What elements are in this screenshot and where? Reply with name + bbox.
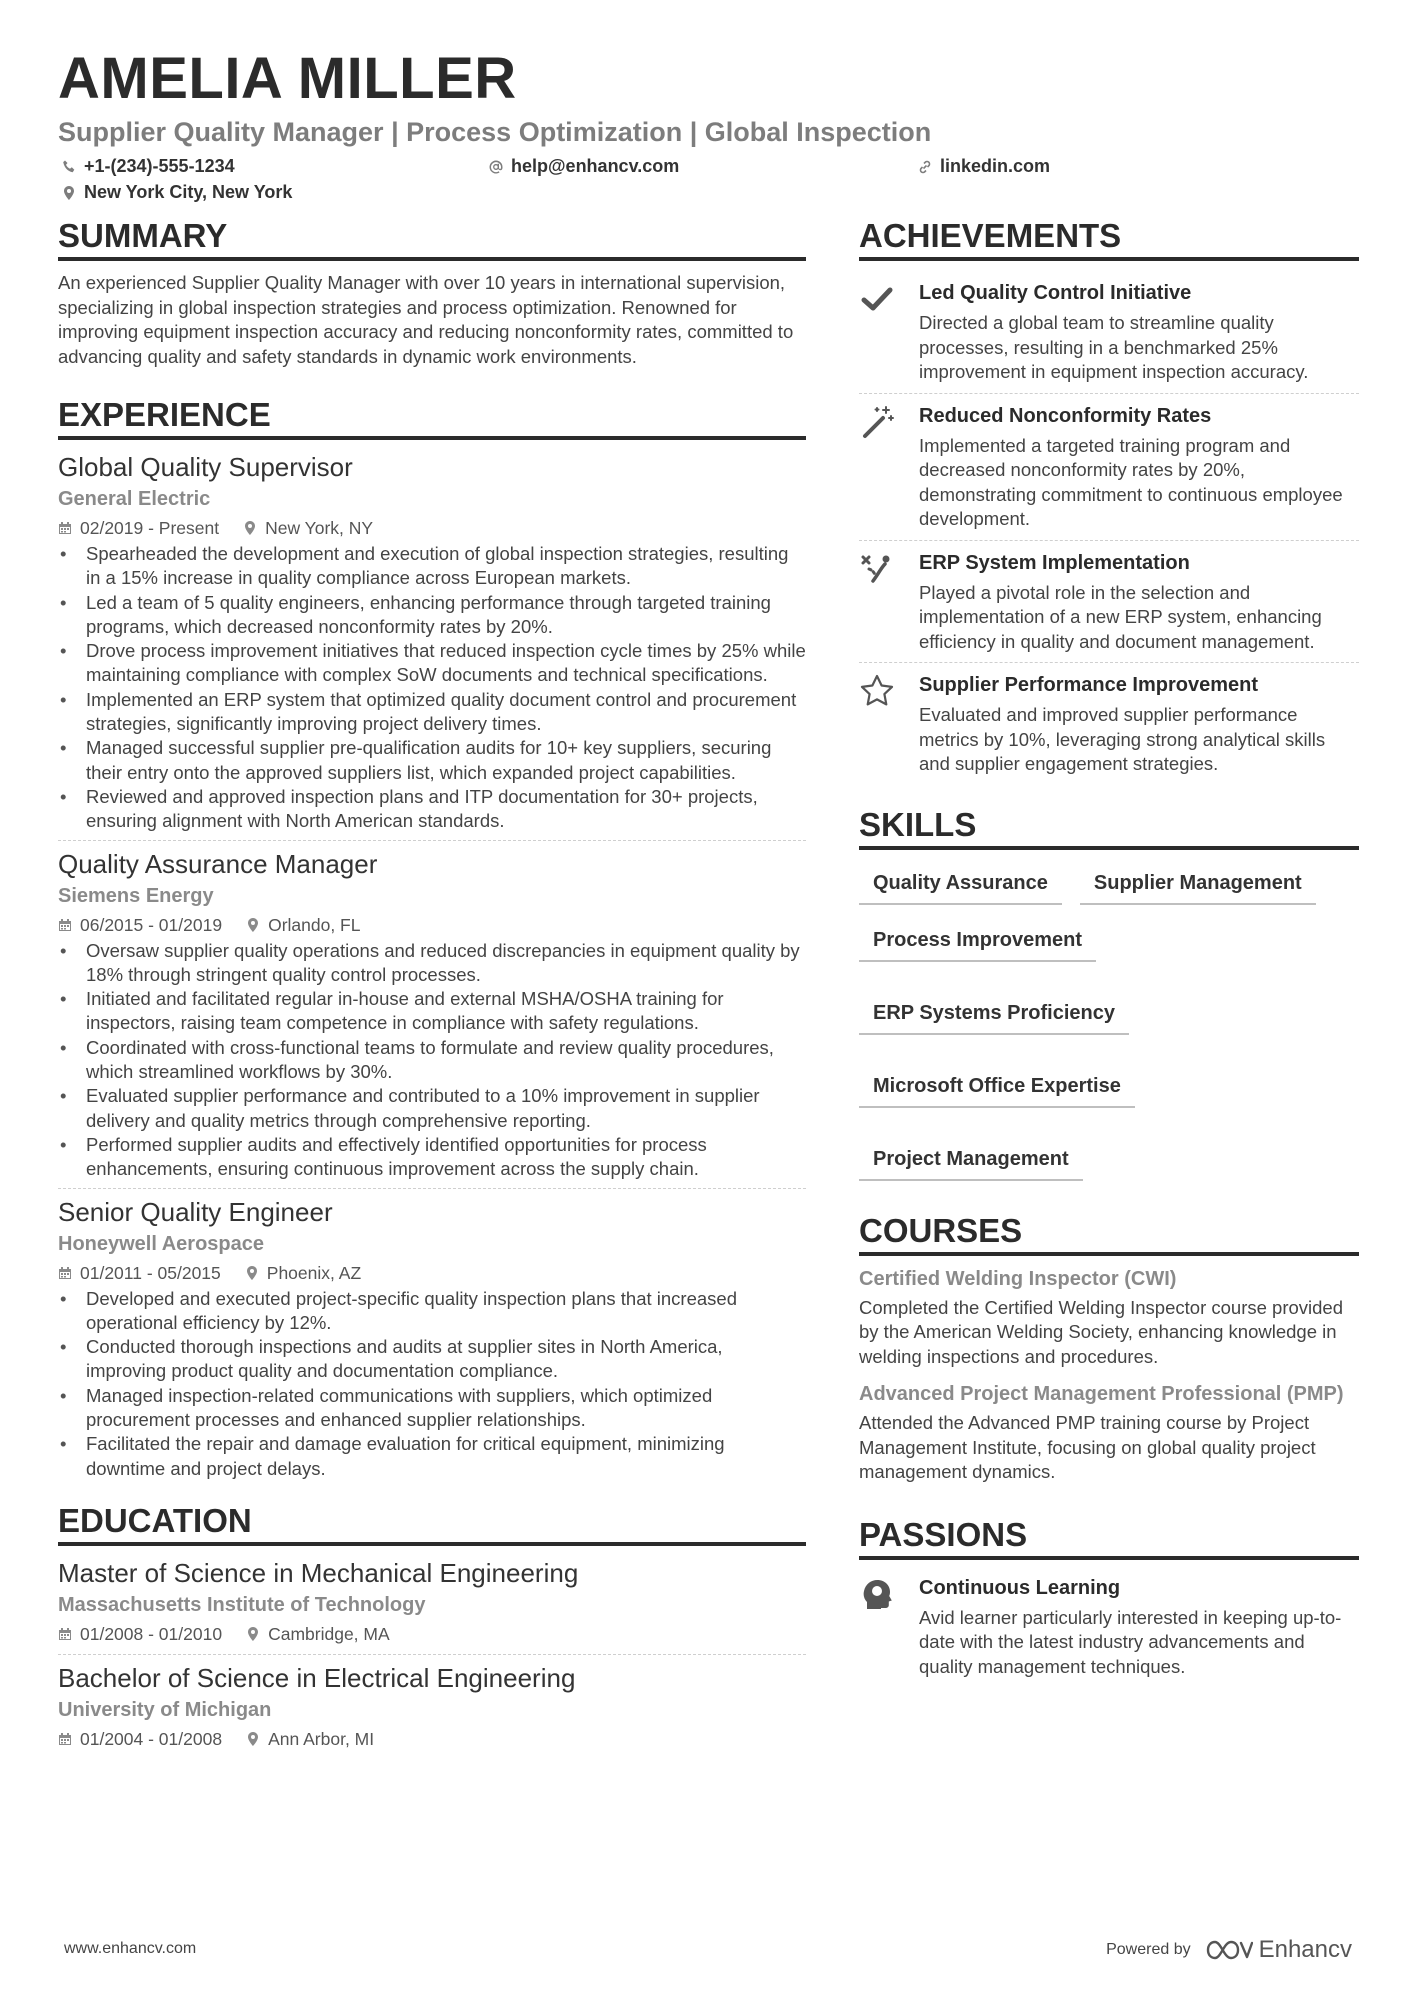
location-pin-icon bbox=[243, 521, 257, 535]
job-meta bbox=[58, 1259, 806, 1287]
summary-text: An experienced Supplier Quality Manager with over 10 years in international supervision, specializing in global inspection strategies and process optimization. Renowned for improving equipment inspection accuracy and reducing nonconformity rates, committed to advancing quality and safety standards in dynamic work environments. bbox=[58, 272, 794, 367]
course-desc: Attended the Advanced PMP training course by Project Management Institute, focusing on global quality project management dynamics. bbox=[859, 1412, 1316, 1482]
job-dates bbox=[58, 514, 219, 542]
section-title-education: EDUCATION bbox=[58, 1501, 806, 1546]
job-location bbox=[246, 911, 360, 939]
bullet: • Led a team of 5 quality engineers, enhancing performance through targeted training programs, which decreased nonconformity rates by 20%. bbox=[86, 591, 806, 640]
job-dates bbox=[58, 1259, 221, 1287]
footer bbox=[64, 1936, 1352, 1970]
job-dates-text: 06/2015 - 01/2019 bbox=[80, 914, 223, 935]
school-name: Massachusetts Institute of Technology bbox=[58, 1593, 426, 1616]
achievement-desc: Evaluated and improved supplier performance metrics by 10%, leveraging strong analytical skills and supplier engagement strategies. bbox=[919, 704, 1326, 774]
contact-info bbox=[58, 156, 1358, 210]
achievement-item bbox=[859, 541, 1359, 664]
achievement-desc: Played a pivotal role in the selection and implementation of a new ERP system, enhancing efficiency in quality and document management. bbox=[919, 581, 1322, 652]
achievement-item bbox=[859, 663, 1359, 785]
job-location-text: New York, NY bbox=[265, 518, 374, 538]
job-bullets bbox=[58, 542, 806, 834]
section-title-experience: EXPERIENCE bbox=[58, 395, 806, 440]
job-dates-text: 01/2011 - 05/2015 bbox=[80, 1262, 221, 1283]
location-pin-icon bbox=[245, 1266, 259, 1280]
bullet: • Reviewed and approved inspection plans and ITP documentation for 30+ projects, ensuring alignment with North American standards. bbox=[86, 785, 806, 834]
education-dates-text: 01/2008 - 01/2010 bbox=[80, 1623, 223, 1644]
experience-entry bbox=[58, 450, 806, 841]
job-title: Quality Assurance Manager bbox=[58, 848, 378, 879]
candidate-name: AMELIA MILLER bbox=[58, 46, 517, 111]
job-location-text: Phoenix, AZ bbox=[266, 1262, 362, 1283]
achievement-title: Led Quality Control Initiative bbox=[919, 282, 1192, 304]
education-location bbox=[246, 1725, 374, 1753]
company-name: General Electric bbox=[58, 488, 211, 510]
education-dates bbox=[58, 1725, 222, 1753]
contact-phone[interactable] bbox=[62, 156, 235, 177]
checkmark-icon bbox=[859, 279, 919, 385]
brand-logo[interactable] bbox=[1205, 1936, 1352, 1964]
linkedin-text: linkedin.com bbox=[940, 156, 1051, 176]
phone-text: +1-(234)-555-1234 bbox=[84, 156, 235, 176]
education-dates-text: 01/2004 - 01/2008 bbox=[80, 1728, 223, 1749]
achievement-title: ERP System Implementation bbox=[919, 551, 1190, 574]
job-location bbox=[243, 514, 373, 542]
left-column bbox=[58, 216, 806, 1759]
route-icon bbox=[859, 549, 919, 655]
passion-item bbox=[859, 1570, 1359, 1688]
bullet: • Oversaw supplier quality operations and reduced discrepancies in equipment quality by 18% through stringent quality control processes. bbox=[86, 939, 806, 988]
passions-section bbox=[859, 1515, 1359, 1688]
location-pin-icon bbox=[246, 918, 260, 932]
job-title: Global Quality Supervisor bbox=[58, 452, 353, 482]
contact-email[interactable] bbox=[489, 156, 679, 177]
courses-section bbox=[859, 1211, 1359, 1485]
degree: Master of Science in Mechanical Engineering bbox=[58, 1557, 579, 1588]
bullet: • Coordinated with cross-functional teams to formulate and review quality procedures, which streamlined workflows by 30%. bbox=[86, 1036, 806, 1085]
email-text: help@enhancv.com bbox=[511, 156, 680, 176]
brand-name: Enhancv bbox=[1258, 1936, 1352, 1963]
job-dates-text: 02/2019 - Present bbox=[80, 518, 220, 538]
experience-entry bbox=[58, 1195, 806, 1481]
job-meta bbox=[58, 911, 806, 939]
course-item bbox=[859, 1381, 1359, 1485]
at-sign-icon bbox=[489, 160, 503, 174]
skill-tag: Process Improvement bbox=[859, 921, 1096, 962]
section-title-skills: SKILLS bbox=[859, 805, 1359, 850]
job-dates bbox=[58, 911, 222, 939]
course-item bbox=[859, 1266, 1359, 1370]
calendar-icon bbox=[58, 1627, 72, 1641]
course-title: Certified Welding Inspector (CWI) bbox=[859, 1267, 1177, 1290]
location-pin-icon bbox=[246, 1732, 260, 1746]
star-icon bbox=[859, 671, 919, 777]
powered-by bbox=[1106, 1936, 1352, 1964]
location-pin-icon bbox=[246, 1627, 260, 1641]
skills-section bbox=[859, 805, 1359, 1189]
bullet: • Evaluated supplier performance and contributed to a 10% improvement in supplier delivery and quality metrics through comprehensive reporting. bbox=[86, 1084, 806, 1133]
skill-tag: ERP Systems Proficiency bbox=[859, 994, 1129, 1035]
summary-section bbox=[58, 216, 806, 369]
education-meta bbox=[58, 1725, 806, 1753]
calendar-icon bbox=[58, 1732, 72, 1746]
achievement-item bbox=[859, 394, 1359, 541]
bullet: • Performed supplier audits and effectively identified opportunities for process enhancements, ensuring continuous improvement across the supply chain. bbox=[86, 1133, 806, 1182]
skill-tag: Quality Assurance bbox=[859, 864, 1062, 905]
enhancv-logo-icon bbox=[1205, 1937, 1253, 1963]
head-icon bbox=[859, 1574, 919, 1680]
footer-website[interactable]: www.enhancv.com bbox=[64, 1940, 197, 1957]
section-title-summary: SUMMARY bbox=[58, 216, 806, 261]
calendar-icon bbox=[58, 521, 72, 535]
education-entry bbox=[58, 1556, 806, 1655]
education-section bbox=[58, 1501, 806, 1753]
passion-desc: Avid learner particularly interested in keeping up-to-date with the latest industry advancements and quality management techniques. bbox=[919, 1606, 1342, 1677]
school-name: University of Michigan bbox=[58, 1698, 272, 1721]
calendar-icon bbox=[58, 1266, 72, 1280]
education-meta bbox=[58, 1620, 806, 1648]
education-location-text: Cambridge, MA bbox=[268, 1623, 390, 1644]
bullet: • Conducted thorough inspections and audits at supplier sites in North America, improving product quality and documentation compliance. bbox=[86, 1335, 806, 1384]
education-entry bbox=[58, 1661, 806, 1753]
course-title: Advanced Project Management Professional (PMP) bbox=[859, 1383, 1344, 1405]
powered-by-label: Powered by bbox=[1106, 1941, 1191, 1958]
skill-tag: Microsoft Office Expertise bbox=[859, 1067, 1135, 1108]
experience-section bbox=[58, 395, 806, 1481]
job-location-text: Orlando, FL bbox=[268, 914, 361, 935]
divider bbox=[58, 840, 806, 841]
company-name: Siemens Energy bbox=[58, 884, 214, 907]
experience-entry bbox=[58, 847, 806, 1189]
location-pin-icon bbox=[62, 186, 76, 200]
job-location bbox=[245, 1259, 361, 1287]
job-title: Senior Quality Engineer bbox=[58, 1196, 333, 1227]
passion-title: Continuous Learning bbox=[919, 1576, 1121, 1599]
bullet: • Drove process improvement initiatives that reduced inspection cycle times by 25% while maintaining compliance with complex SoW documents and technical specifications. bbox=[86, 639, 806, 688]
contact-location bbox=[62, 182, 292, 203]
section-title-passions: PASSIONS bbox=[859, 1515, 1359, 1560]
job-bullets bbox=[58, 939, 806, 1182]
skill-tag: Supplier Management bbox=[1080, 864, 1316, 905]
course-desc: Completed the Certified Welding Inspector course provided by the American Welding Society, enhancing knowledge in welding inspections and procedures. bbox=[859, 1296, 1343, 1367]
education-location bbox=[246, 1620, 390, 1648]
achievement-desc: Directed a global team to streamline quality processes, resulting in a benchmarked 25% improvement in equipment inspection accuracy. bbox=[919, 312, 1309, 382]
achievement-title: Reduced Nonconformity Rates bbox=[919, 404, 1212, 427]
bullet: • Spearheaded the development and execution of global inspection strategies, resulting in a 15% increase in quality compliance across European markets. bbox=[86, 542, 806, 591]
divider bbox=[58, 1188, 806, 1189]
achievement-title: Supplier Performance Improvement bbox=[919, 674, 1258, 696]
bullet: • Developed and executed project-specific quality inspection plans that increased operational efficiency by 12%. bbox=[86, 1287, 806, 1336]
job-bullets bbox=[58, 1287, 806, 1481]
bullet: • Managed successful supplier pre-qualification audits for 10+ key suppliers, securing their entry onto the approved suppliers list, which expanded project capabilities. bbox=[86, 736, 806, 785]
bullet: • Facilitated the repair and damage evaluation for critical equipment, minimizing downtime and project delays. bbox=[86, 1432, 806, 1481]
degree: Bachelor of Science in Electrical Engineering bbox=[58, 1662, 576, 1693]
section-title-courses: COURSES bbox=[859, 1211, 1359, 1256]
skills-list bbox=[859, 860, 1359, 1189]
calendar-icon bbox=[58, 918, 72, 932]
education-location-text: Ann Arbor, MI bbox=[268, 1728, 375, 1749]
achievement-desc: Implemented a targeted training program and decreased nonconformity rates by 20%, demonstrating commitment to continuous employee development. bbox=[919, 434, 1343, 529]
contact-linkedin[interactable] bbox=[918, 156, 1050, 177]
skill-tag: Project Management bbox=[859, 1140, 1083, 1181]
bullet: • Initiated and facilitated regular in-house and external MSHA/OSHA training for inspectors, raising team competence in compliance with safety regulations. bbox=[86, 987, 806, 1036]
bullet: • Managed inspection-related communications with suppliers, which optimized procurement processes and enhanced supplier relationships. bbox=[86, 1384, 806, 1433]
education-dates bbox=[58, 1620, 222, 1648]
company-name: Honeywell Aerospace bbox=[58, 1232, 265, 1255]
location-text: New York City, New York bbox=[84, 182, 293, 202]
link-icon bbox=[918, 160, 932, 174]
section-title-achievements: ACHIEVEMENTS bbox=[859, 216, 1359, 261]
job-meta bbox=[58, 514, 806, 542]
resume-header bbox=[58, 44, 1358, 210]
right-column bbox=[859, 216, 1359, 1687]
magic-wand-icon bbox=[859, 402, 919, 532]
phone-icon bbox=[62, 160, 76, 174]
headline: Supplier Quality Manager | Process Optimization | Global Inspection bbox=[58, 117, 932, 147]
divider bbox=[58, 1654, 806, 1655]
bullet: • Implemented an ERP system that optimized quality document control and procurement strategies, significantly improving project delivery times. bbox=[86, 688, 806, 737]
achievement-item bbox=[859, 271, 1359, 394]
achievements-section bbox=[859, 216, 1359, 785]
